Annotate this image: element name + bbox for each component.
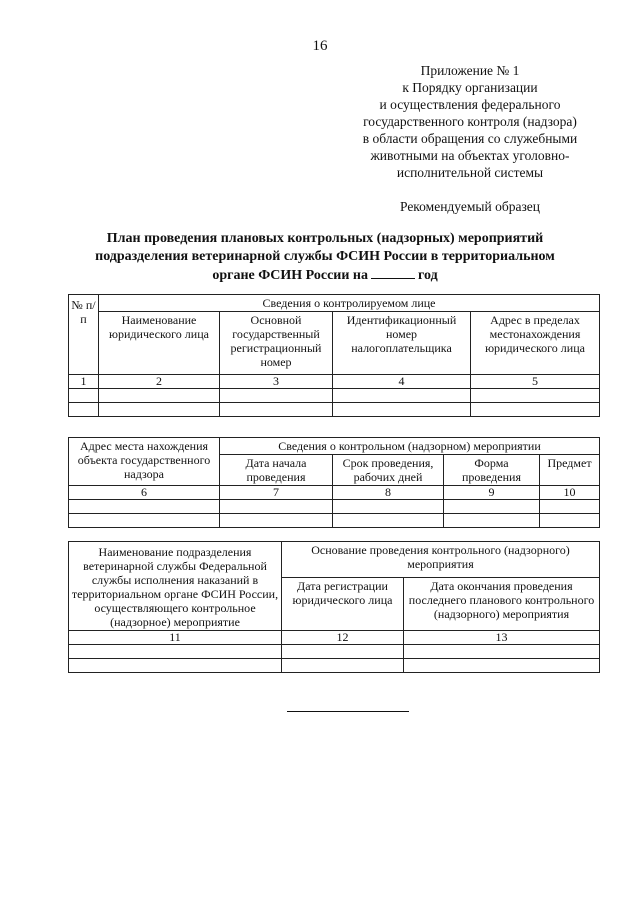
appendix-line: животными на объектах уголовно-	[370, 148, 570, 163]
column-number: 1	[69, 375, 99, 389]
plan-title	[90, 230, 560, 285]
column-number: 8	[333, 486, 444, 500]
header-control-measure-info: Сведения о контрольном (надзорном) мероприятии	[220, 438, 600, 455]
column-number: 4	[333, 375, 471, 389]
header-start-date: Дата начала проведения	[220, 455, 333, 486]
title-line-2: подразделения ветеринарной службы ФСИН России в территориальном	[95, 249, 555, 264]
header-inn: Идентификационный номер налогоплательщика	[333, 312, 471, 375]
column-number: 13	[404, 631, 600, 645]
appendix-line: и осуществления федерального	[379, 97, 561, 112]
column-number: 6	[69, 486, 220, 500]
basis-table	[68, 541, 600, 673]
sample-label: Рекомендуемый образец	[399, 199, 540, 214]
header-ogrn: Основной государственный регистрационный номер	[220, 312, 333, 375]
appendix-line: государственного контроля (надзора)	[363, 114, 577, 129]
column-number: 7	[220, 486, 333, 500]
control-measure-table	[68, 437, 600, 528]
header-address: Адрес в пределах местонахождения юридического лица	[471, 312, 600, 375]
empty-row	[69, 659, 600, 673]
header-controlled-person-info: Сведения о контролируемом лице	[99, 295, 600, 312]
title-line-3-end: год	[417, 268, 438, 283]
empty-row	[69, 389, 600, 403]
empty-row	[69, 645, 600, 659]
controlled-person-table	[68, 294, 600, 417]
page-number: 16	[312, 38, 328, 54]
appendix-line: исполнительной системы	[396, 165, 544, 180]
title-line-3-start: органе ФСИН России на	[212, 268, 368, 283]
header-form: Форма проведения	[444, 455, 540, 486]
header-subject: Предмет	[540, 455, 600, 486]
empty-row	[69, 514, 600, 528]
column-number: 11	[69, 631, 282, 645]
header-subdivision-name: Наименование подразделения ветеринарной службы Федеральной службы исполнения наказаний в территориальном органе ФСИН России, осуществляющего контрольное (надзорное) мероприятие	[69, 542, 282, 631]
title-line-1: План проведения плановых контрольных (надзорных) мероприятий	[106, 231, 544, 246]
year-blank-field	[371, 266, 415, 279]
header-num: № п/п	[69, 295, 99, 375]
column-number: 3	[220, 375, 333, 389]
column-number: 9	[444, 486, 540, 500]
footer-divider	[287, 711, 409, 712]
empty-row	[69, 500, 600, 514]
header-last-measure-end-date: Дата окончания проведения последнего планового контрольного (надзорного) мероприятия	[404, 578, 600, 631]
appendix-line: в области обращения со служебными	[362, 131, 578, 146]
column-number: 2	[99, 375, 220, 389]
appendix-line: Приложение № 1	[420, 63, 520, 78]
empty-row	[69, 403, 600, 417]
column-number: 5	[471, 375, 600, 389]
column-number: 10	[540, 486, 600, 500]
title-line-3	[90, 266, 560, 285]
header-legal-entity-name: Наименование юридического лица	[99, 312, 220, 375]
header-registration-date: Дата регистрации юридического лица	[282, 578, 404, 631]
header-basis: Основание проведения контрольного (надзорного) мероприятия	[282, 542, 600, 578]
appendix-line: к Порядку организации	[402, 80, 538, 95]
header-object-address: Адрес места нахождения объекта государственного надзора	[69, 438, 220, 486]
header-duration: Срок проведения, рабочих дней	[333, 455, 444, 486]
column-number: 12	[282, 631, 404, 645]
appendix-heading	[345, 62, 595, 181]
